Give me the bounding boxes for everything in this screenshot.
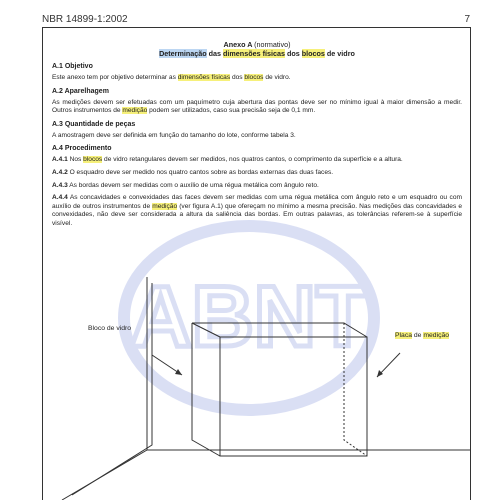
plate-inner-edge [72,283,152,495]
highlighted-term: Placa [395,332,413,339]
highlighted-term: medição [152,202,178,210]
section-paragraph [52,99,462,116]
header-rule [42,27,470,28]
text-run: Este anexo tem por objetivo determinar as [52,74,178,81]
highlighted-term: blocos [83,156,103,164]
figure-a1 [52,275,470,500]
section-paragraph [52,74,462,83]
highlighted-term: dimensões físicas [223,49,285,58]
annex-title [52,40,462,49]
text-run: As bordas devem ser medidas com o auxílio de uma régua metálica com ângulo reto. [67,181,319,189]
section-paragraph [52,132,462,141]
standard-code: NBR 14899-1:2002 [42,14,128,25]
glass-block-top [192,323,367,337]
highlighted-term: blocos [244,74,264,81]
text-run: Nos [67,156,84,164]
text-run: dos [284,49,302,58]
label-glass-block: Bloco de vidro [88,325,132,332]
page-frame-left [42,27,43,500]
section-paragraph [52,156,462,165]
page-frame-right [470,27,471,500]
text-run: O esquadro deve ser medido nos quatro cantos sobre as bordas externas das duas faces. [67,168,334,176]
annex-normative: (normativo) [254,40,291,49]
text-run: de [412,332,424,339]
section-paragraph [52,194,462,228]
plate-outline [62,277,470,500]
annex-subtitle [52,49,462,58]
highlighted-term: blocos [301,49,325,58]
text-run: A.4.4 [52,194,68,202]
text-run: A amostragem deve ser definida em função do tamanho do lote, conforme tabela 3. [52,131,296,139]
text-run: (ver figura A.1) que ofereçam no mínimo a mesma precisão. Nas medições das concavidades e convexidades, não deve ser considerada a altura da saliência das bordas. Em outras palavras, as tolerâncias referem-se à superfície visível. [52,202,462,227]
text-run: de vidro. [263,74,291,81]
glass-hidden-edge [344,323,367,456]
text-run: A.4.1 [52,156,68,164]
figure-drawing [52,275,470,500]
section-heading: A.1 Objetivo [52,63,93,70]
section-paragraph [52,182,462,191]
page-header [42,10,470,28]
text-run: de vidro retangulares devem ser medidos, nos quatros cantos, o comprimento da superfície e a altura. [102,156,403,164]
section-heading: A.2 Aparelhagem [52,87,109,95]
text-run: As concavidades e convexidades das faces devem ser medidas com uma régua metálica com ângulo reto e um esquadro ou com auxílio de outros instrumentos de [52,194,462,210]
pointer-glass-arrow [175,369,182,375]
text-run: As medições devem ser efetuadas com um paquímetro cuja abertura das pontas deve ser no mínimo igual à maior dimensão a medir. Outros instrumentos de [52,98,462,115]
watermark-text: ABNT [129,269,369,365]
text-run: A.4.2 [52,168,68,176]
section-paragraph [52,169,462,178]
text-run: de vidro [324,49,355,58]
section-heading: A.3 Quantidade de peças [52,120,136,128]
glass-block-side [192,323,220,456]
text-run: podem ser utilizados, caso sua precisão seja de 0,1 mm. [147,107,316,115]
page-number: 7 [464,14,470,25]
text-run: das [206,49,224,58]
highlighted-term: medição [122,107,148,115]
highlighted-term: dimensões físicas [177,74,231,81]
glass-block-front [220,337,367,456]
section-heading: A.4 Procedimento [52,145,112,153]
label-measuring-plate [395,332,449,341]
text-run: A.4.3 [52,181,68,189]
highlighted-term: Determinação [159,49,207,58]
document-body [52,40,462,233]
highlighted-term: medição [423,332,450,339]
text-run: dos [230,74,245,81]
sections [52,62,462,229]
annex-title-text: Anexo A [223,40,253,49]
